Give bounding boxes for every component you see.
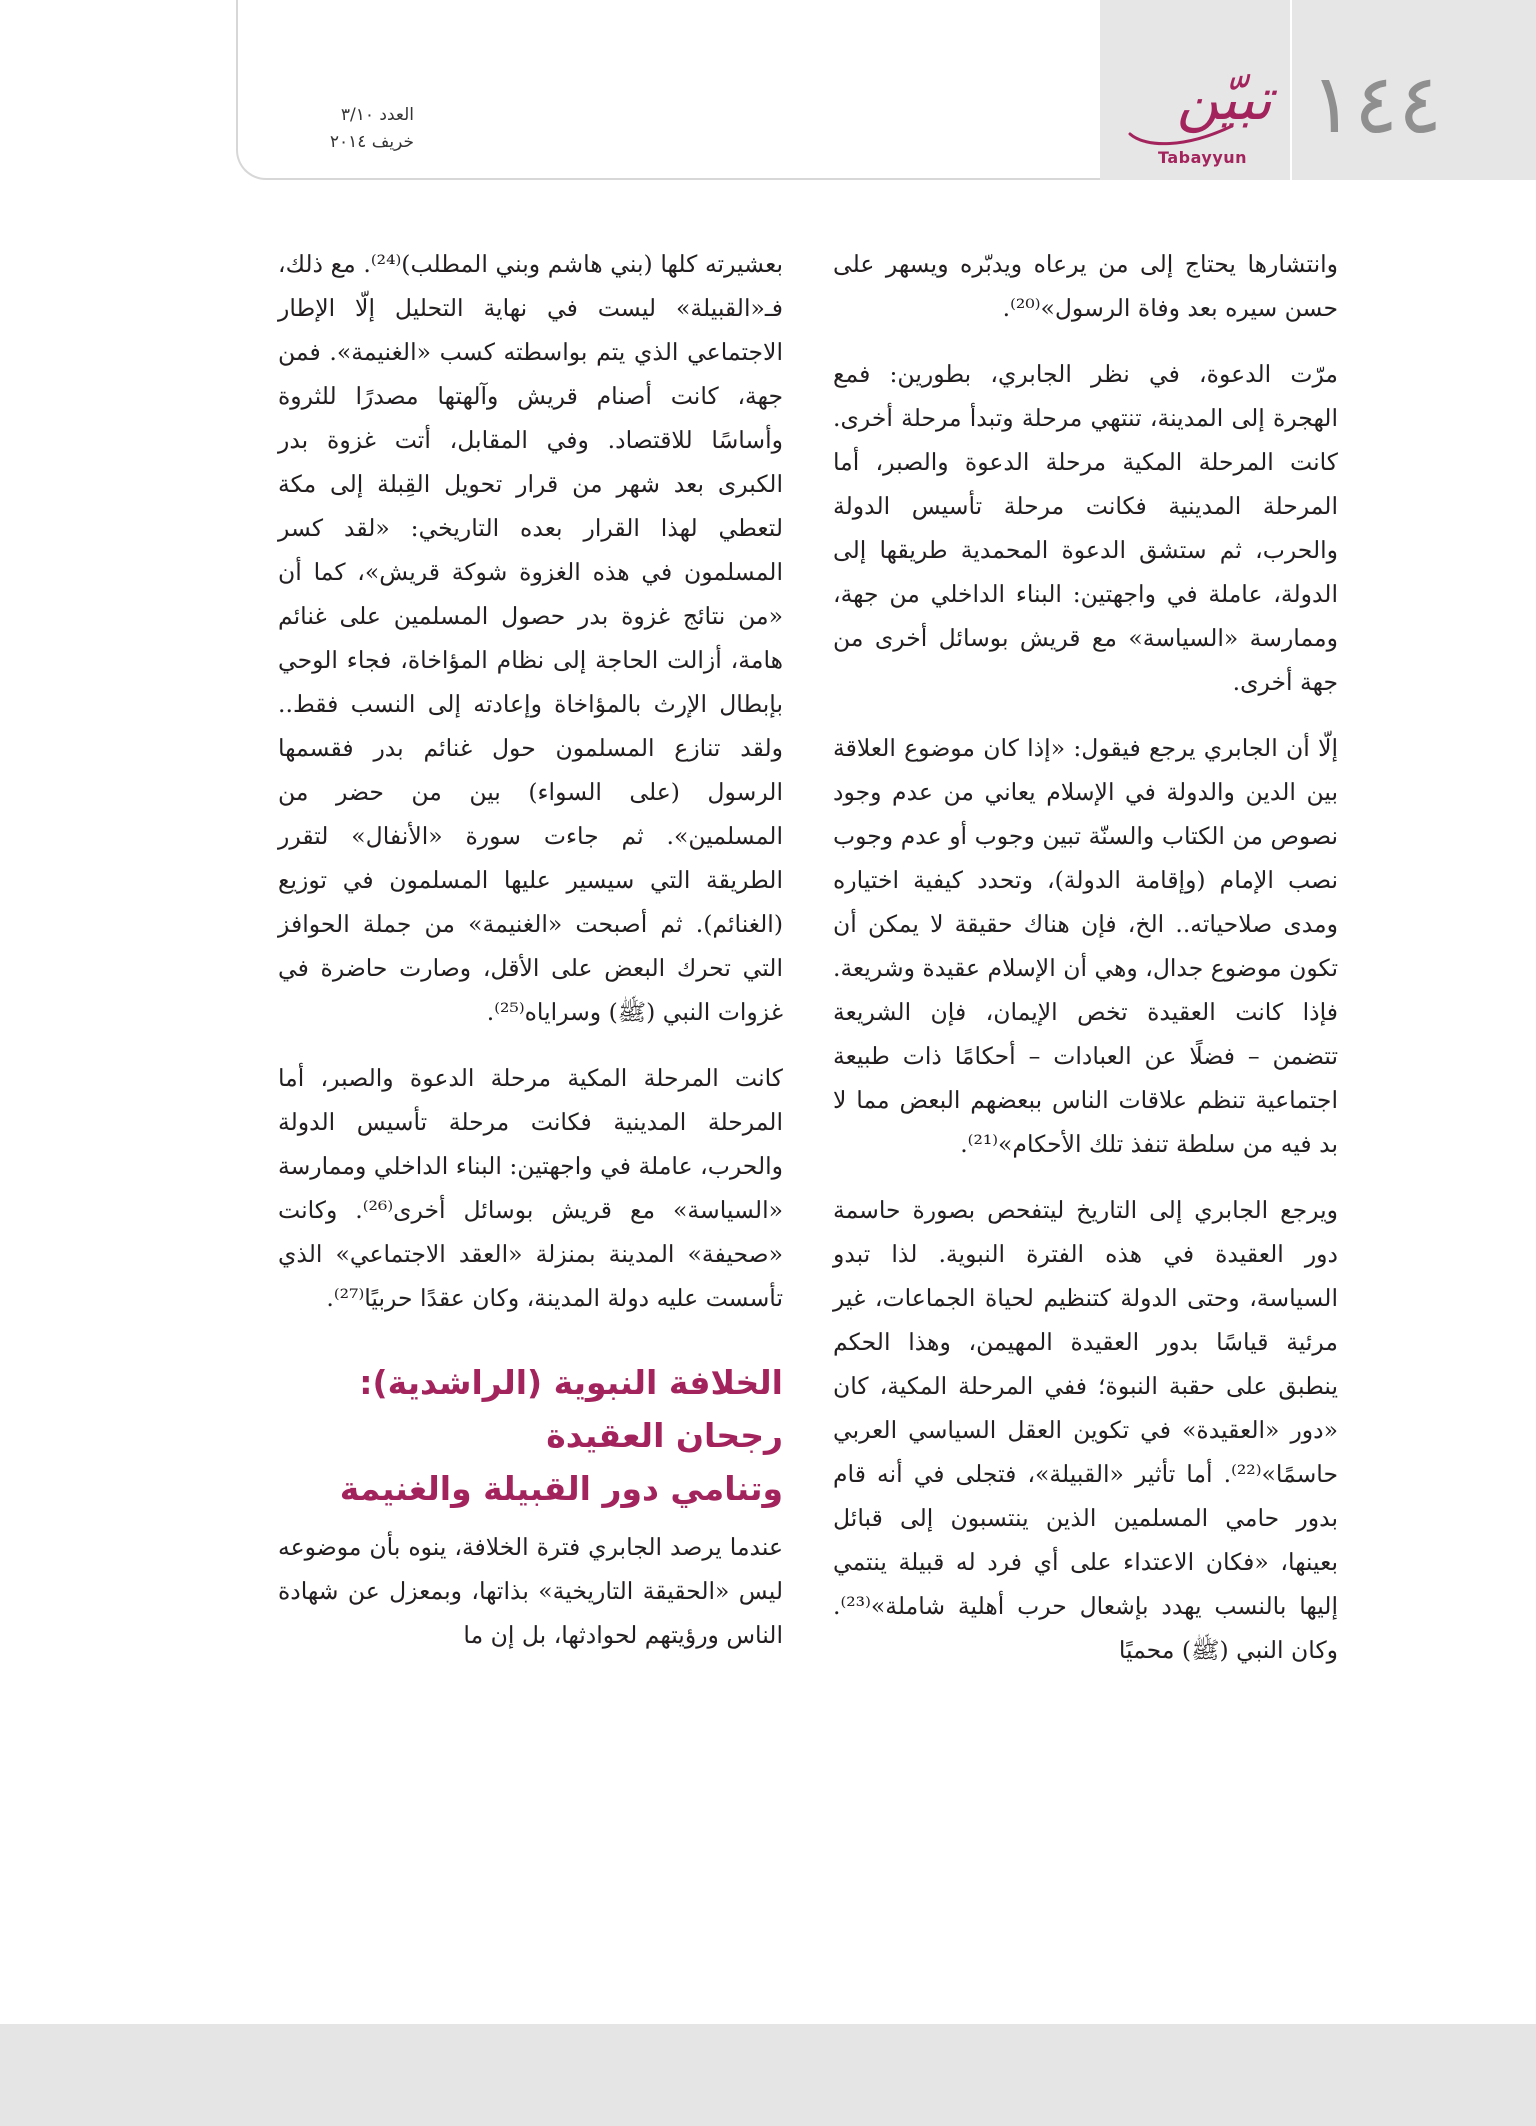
paragraph: وانتشارها يحتاج إلى من يرعاه ويدبّره ويسهر على حسن سيره بعد وفاة الرسول»⁽²⁰⁾.: [833, 250, 1338, 322]
paragraph: مرّت الدعوة، في نظر الجابري، بطورين: فمع الهجرة إلى المدينة، تنتهي مرحلة وتبدأ مرحلة أخرى. كانت المرحلة المكية مرحلة الدعوة والصبر، أما المرحلة المدينية فكانت مرحلة تأسيس الدولة والحرب، ثم ستشق الدعوة المحمدية طريقها إلى الدولة، عاملة في واجهتين: البناء الداخلي من جهة، وممارسة «السياسة» مع قريش بوسائل أخرى من جهة أخرى.: [833, 360, 1338, 696]
heading-line: وتنامي دور القبيلة والغنيمة: [339, 1469, 783, 1508]
logo-latin-text: Tabayyun: [1158, 148, 1248, 167]
left-column: [278, 242, 783, 1657]
right-column: [833, 242, 1338, 1672]
journal-logo: [1120, 65, 1280, 170]
paragraph: إلّا أن الجابري يرجع فيقول: «إذا كان موضوع العلاقة بين الدين والدولة في الإسلام يعاني من عدم وجود نصوص من الكتاب والسنّة تبين وجوب أو عدم وجوب نصب الإمام (وإقامة الدولة)، وتحدد كيفية اختياره ومدى صلاحياته.. الخ، فإن هناك حقيقة لا يمكن أن تكون موضوع جدال، وهي أن الإسلام عقيدة وشريعة. فإذا كانت العقيدة تخص الإيمان، فإن الشريعة تتضمن – فضلًا عن العبادات – أحكامًا ذات طبيعة اجتماعية تنظم علاقات الناس ببعضهم البعض مما لا بد فيه من سلطة تنفذ تلك الأحكام»⁽²¹⁾.: [832, 734, 1338, 1158]
logo-swash-icon: [1126, 120, 1236, 150]
footer-band: [0, 2024, 1536, 2126]
paragraph: ويرجع الجابري إلى التاريخ ليتفحص بصورة حاسمة دور العقيدة في هذه الفترة النبوية. لذا تبدو السياسة، وحتى الدولة كتنظيم لحياة الجماعات، غير مرئية قياسًا بدور العقيدة المهيمن، وهذا الحكم ينطبق على حقبة النبوة؛ ففي المرحلة المكية، كان «دور «العقيدة» في تكوين العقل السياسي العربي حاسمًا»⁽²²⁾. أما تأثير «القبيلة»، فتجلى في أنه قام بدور حامي المسلمين الذين ينتسبون إلى قبائل بعينها، «فكان الاعتداء على أي فرد له قبيلة ينتمي إليها بالنسب يهدد بإشعال حرب أهلية شاملة»⁽²³⁾. وكان النبي (ﷺ) محميًا: [833, 1196, 1338, 1664]
paragraph: عندما يرصد الجابري فترة الخلافة، ينوه بأن موضوعه ليس «الحقيقة التاريخية» بذاتها، وبمعزل عن شهادة الناس ورؤيتهم لحوادثها، بل إن ما: [278, 1533, 783, 1649]
logo-arabic-text: تبيّن: [1176, 65, 1272, 133]
section-heading: [278, 1356, 783, 1515]
paragraph: بعشيرته كلها (بني هاشم وبني المطلب)⁽²⁴⁾. مع ذلك، فـ«القبيلة» ليست في نهاية التحليل إلّا الإطار الاجتماعي الذي يتم بواسطته كسب «الغنيمة». فمن جهة، كانت أصنام قريش وآلهتها مصدرًا للثروة وأساسًا للاقتصاد. وفي المقابل، أتت غزوة بدر الكبرى بعد شهر من قرار تحويل القِبلة إلى مكة لتعطي لهذا القرار بعده التاريخي: «لقد كسر المسلمون في هذه الغزوة شوكة قريش»، كما أن «من نتائج غزوة بدر حصول المسلمين على غنائم هامة، أزالت الحاجة إلى نظام المؤاخاة، فجاء الوحي بإبطال الإرث بالمؤاخاة وإعادته إلى النسب فقط.. ولقد تنازع المسلمون حول غنائم بدر فقسمها الرسول (على السواء) بين من حضر من المسلمين». ثم جاءت سورة «الأنفال» لتقرر الطريقة التي سيسير عليها المسلمون في توزيع (الغنائم). ثم أصبحت «الغنيمة» من جملة الحوافز التي تحرك البعض على الأقل، وصارت حاضرة في غزوات النبي (ﷺ) وسراياه⁽²⁵⁾.: [278, 250, 783, 1026]
issue-season: خريف ٢٠١٤: [329, 132, 414, 152]
issue-number: العدد ٣/١٠: [340, 105, 414, 125]
heading-line: رجحان العقيدة: [546, 1416, 783, 1455]
page-number: ١٤٤: [1310, 57, 1443, 152]
paragraph: كانت المرحلة المكية مرحلة الدعوة والصبر، أما المرحلة المدينية فكانت مرحلة تأسيس الدولة والحرب، عاملة في واجهتين: البناء الداخلي وممارسة «السياسة» مع قريش بوسائل أخرى⁽²⁶⁾. وكانت «صحيفة» المدينة بمنزلة «العقد الاجتماعي» الذي تأسست عليه دولة المدينة، وكان عقدًا حربيًا⁽²⁷⁾.: [278, 1064, 783, 1312]
header-divider: [1290, 0, 1292, 180]
heading-line: الخلافة النبوية (الراشدية):: [359, 1363, 783, 1402]
issue-info: [274, 102, 414, 156]
